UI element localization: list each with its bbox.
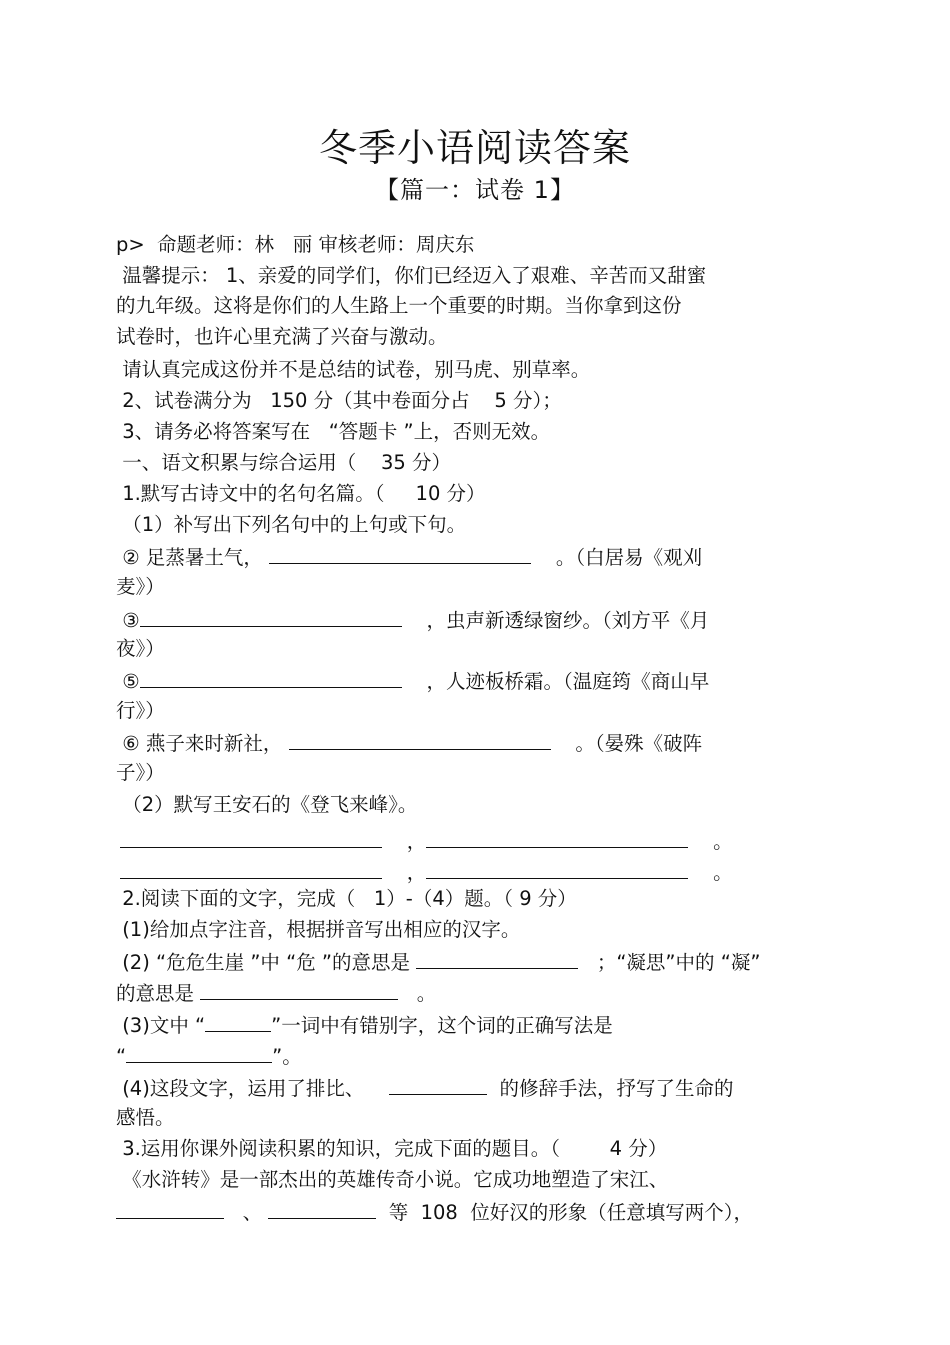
question-3-text: 《水浒转》是一部杰出的英雄传奇小说。它成功地塑造了宋江、 (116, 1168, 669, 1191)
question-2-part-3-cont: “ ”。 (116, 1040, 302, 1072)
tip-line-4: 请认真完成这份并不是总结的试卷，别马虎、别草率。 (116, 358, 591, 381)
question-2-part-1: (1)给加点字注音，根据拼音写出相应的汉字。 (116, 918, 521, 941)
question-2-part-3: (3)文中 “ ”一词中有错别字，这个词的正确写法是 (116, 1009, 613, 1041)
rule-line-3: 3、请务必将答案写在 “答题卡 ”上，否则无效。 (116, 420, 551, 443)
item-2-line: ② 足蒸暑土气， 。（白居易《观刈 (116, 541, 702, 573)
rule-line-2: 2、试卷满分为 150 分（其中卷面分占 5 分）； (116, 389, 562, 412)
question-1: 1.默写古诗文中的名句名篇。（ 10 分） (116, 482, 486, 505)
answer-blank[interactable] (120, 825, 382, 848)
answer-blank[interactable] (200, 977, 398, 1000)
item-6-line: ⑥ 燕子来时新社， 。（晏殊《破阵 (116, 727, 702, 759)
question-3: 3.运用你课外阅读积累的知识，完成下面的题目。（ 4 分） (116, 1137, 668, 1160)
item-3-source: 夜》） (116, 637, 165, 660)
question-1-part-2: （2）默写王安石的《登飞来峰》。 (116, 793, 418, 816)
poem-line-1: ， 。 (120, 825, 733, 857)
question-2-part-4: (4)这段文字，运用了排比、 的修辞手法，抒写了生命的 (116, 1072, 734, 1104)
question-3-blanks: 、 等 108 位好汉的形象（任意填写两个）， (116, 1196, 753, 1228)
answer-blank[interactable] (289, 727, 551, 750)
answer-blank[interactable] (426, 825, 688, 848)
answer-blank[interactable] (416, 946, 578, 969)
answer-blank[interactable] (205, 1009, 271, 1032)
section-heading: 一、语文积累与综合运用（ 35 分） (116, 451, 452, 474)
answer-blank[interactable] (116, 1196, 224, 1219)
author-line: p> 命题老师：林 丽 审核老师：周庆东 (116, 233, 475, 256)
question-2-part-4-cont: 感悟。 (116, 1106, 175, 1129)
question-2-part-2: (2) “危危生崖 ”中 “危 ”的意思是 ；“凝思”中的 “凝” (116, 946, 760, 978)
item-2-source: 麦》） (116, 575, 165, 598)
question-2-part-2-cont: 的意思是 。 (116, 977, 436, 1009)
answer-blank[interactable] (389, 1072, 487, 1095)
item-6-source: 子》） (116, 761, 165, 784)
answer-blank[interactable] (269, 541, 531, 564)
tip-line-2: 的九年级。这将是你们的人生路上一个重要的时期。当你拿到这份 (116, 294, 682, 317)
answer-blank[interactable] (268, 1196, 376, 1219)
page-subtitle: 【篇一：试卷 1】 (375, 176, 575, 204)
item-3-line: ③ ，虫声新透绿窗纱。（刘方平《月 (116, 604, 709, 636)
answer-blank[interactable] (120, 856, 382, 879)
answer-blank[interactable] (426, 856, 688, 879)
question-1-part-1: （1）补写出下列名句中的上句或下句。 (116, 513, 467, 536)
tip-line-1: 温馨提示： 1、亲爱的同学们，你们已经迈入了艰难、辛苦而又甜蜜 (116, 264, 707, 287)
poem-line-2: ， 。 (120, 856, 733, 888)
item-5-source: 行》） (116, 699, 165, 722)
tip-line-3: 试卷时，也许心里充满了兴奋与激动。 (116, 325, 448, 348)
answer-blank[interactable] (126, 1040, 272, 1063)
answer-blank[interactable] (140, 604, 402, 627)
page-title: 冬季小语阅读答案 (318, 126, 631, 170)
item-5-line: ⑤ ，人迹板桥霜。（温庭筠《商山早 (116, 665, 709, 697)
question-2: 2.阅读下面的文字，完成（ 1）-（4）题。（ 9 分） (116, 887, 577, 910)
answer-blank[interactable] (140, 665, 402, 688)
